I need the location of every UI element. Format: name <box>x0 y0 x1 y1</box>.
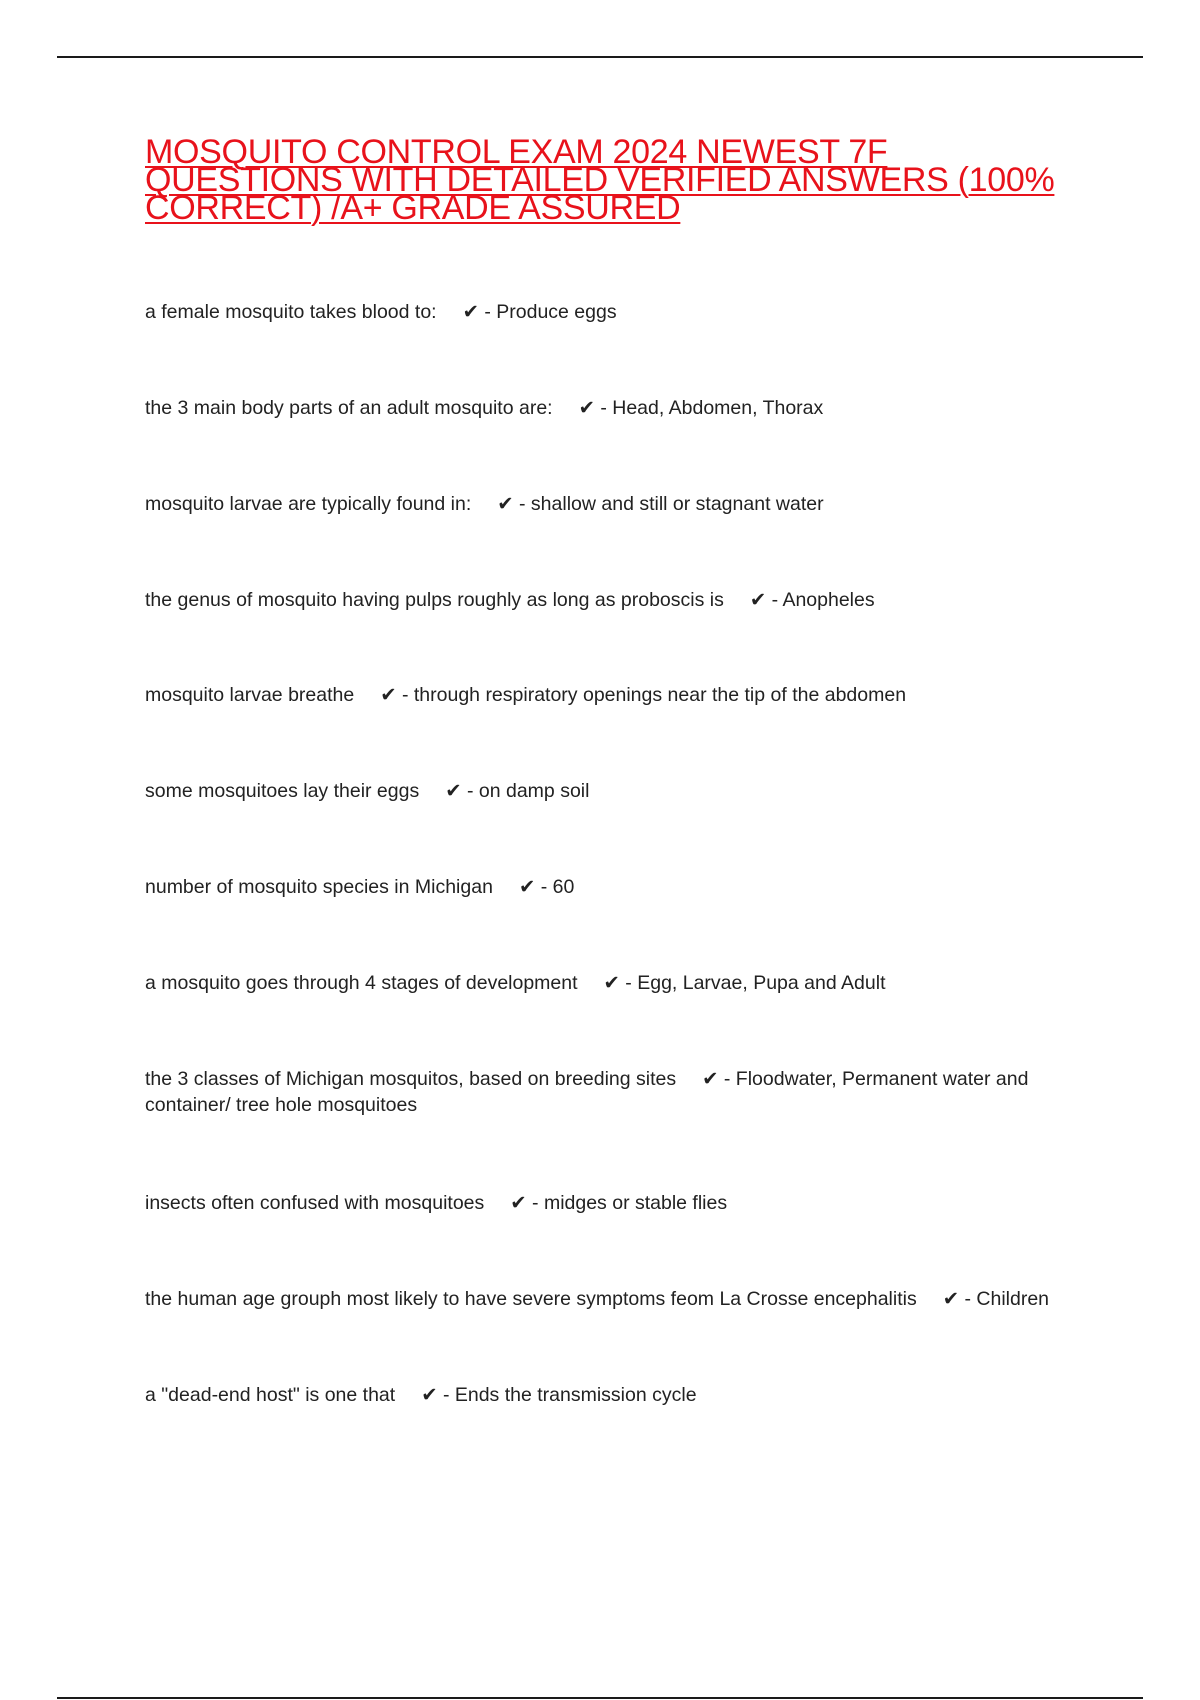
question-text: mosquito larvae breathe <box>145 684 355 706</box>
bottom-rule <box>57 1697 1143 1699</box>
answer-text: ✔ - Produce eggs <box>462 301 617 323</box>
answer-text: ✔ - Head, Abdomen, Thorax <box>578 397 824 419</box>
qa-item-7 <box>145 874 1085 900</box>
answer-text: ✔ - Ends the transmission cycle <box>421 1384 697 1406</box>
qa-item-12 <box>145 1382 1085 1408</box>
question-text: the 3 classes of Michigan mosquitos, based on breeding sites <box>145 1068 677 1090</box>
qa-item-1 <box>145 299 1085 325</box>
answer-text: ✔ - Egg, Larvae, Pupa and Adult <box>603 972 886 994</box>
document-title: MOSQUITO CONTROL EXAM 2024 NEWEST 7F QUESTIONS WITH DETAILED VERIFIED ANSWERS (100% CORRECT) /A+ GRADE ASSURED <box>145 133 1055 227</box>
answer-text: ✔ - Floodwater, Permanent water and container/ tree hole mosquitoes <box>145 1068 1029 1116</box>
answer-text: ✔ - Children <box>942 1288 1050 1310</box>
qa-item-9 <box>145 1066 1085 1118</box>
question-text: a mosquito goes through 4 stages of development <box>145 972 578 994</box>
question-text: the genus of mosquito having pulps roughly as long as proboscis is <box>145 589 724 611</box>
qa-item-2 <box>145 395 1085 421</box>
question-text: the human age grouph most likely to have severe symptoms feom La Crosse encephalitis <box>145 1288 917 1310</box>
answer-text: ✔ - shallow and still or stagnant water <box>497 493 824 515</box>
answer-text: ✔ - Anopheles <box>749 589 875 611</box>
qa-item-10 <box>145 1190 1085 1216</box>
question-text: the 3 main body parts of an adult mosquito are: <box>145 397 553 419</box>
answer-text: ✔ - on damp soil <box>445 780 590 802</box>
question-text: some mosquitoes lay their eggs <box>145 780 420 802</box>
top-rule <box>57 56 1143 58</box>
question-text: a "dead-end host" is one that <box>145 1384 396 1406</box>
qa-item-11 <box>145 1286 1085 1312</box>
answer-text: ✔ - through respiratory openings near the tip of the abdomen <box>380 684 907 706</box>
answer-text: ✔ - 60 <box>518 876 575 898</box>
qa-item-3 <box>145 491 1085 517</box>
question-text: mosquito larvae are typically found in: <box>145 493 472 515</box>
question-text: insects often confused with mosquitoes <box>145 1192 485 1214</box>
qa-item-8 <box>145 970 1085 996</box>
qa-item-4 <box>145 587 1085 613</box>
answer-text: ✔ - midges or stable flies <box>510 1192 728 1214</box>
question-text: a female mosquito takes blood to: <box>145 301 437 323</box>
question-text: number of mosquito species in Michigan <box>145 876 493 898</box>
qa-item-6 <box>145 778 1085 804</box>
qa-item-5 <box>145 682 1085 708</box>
